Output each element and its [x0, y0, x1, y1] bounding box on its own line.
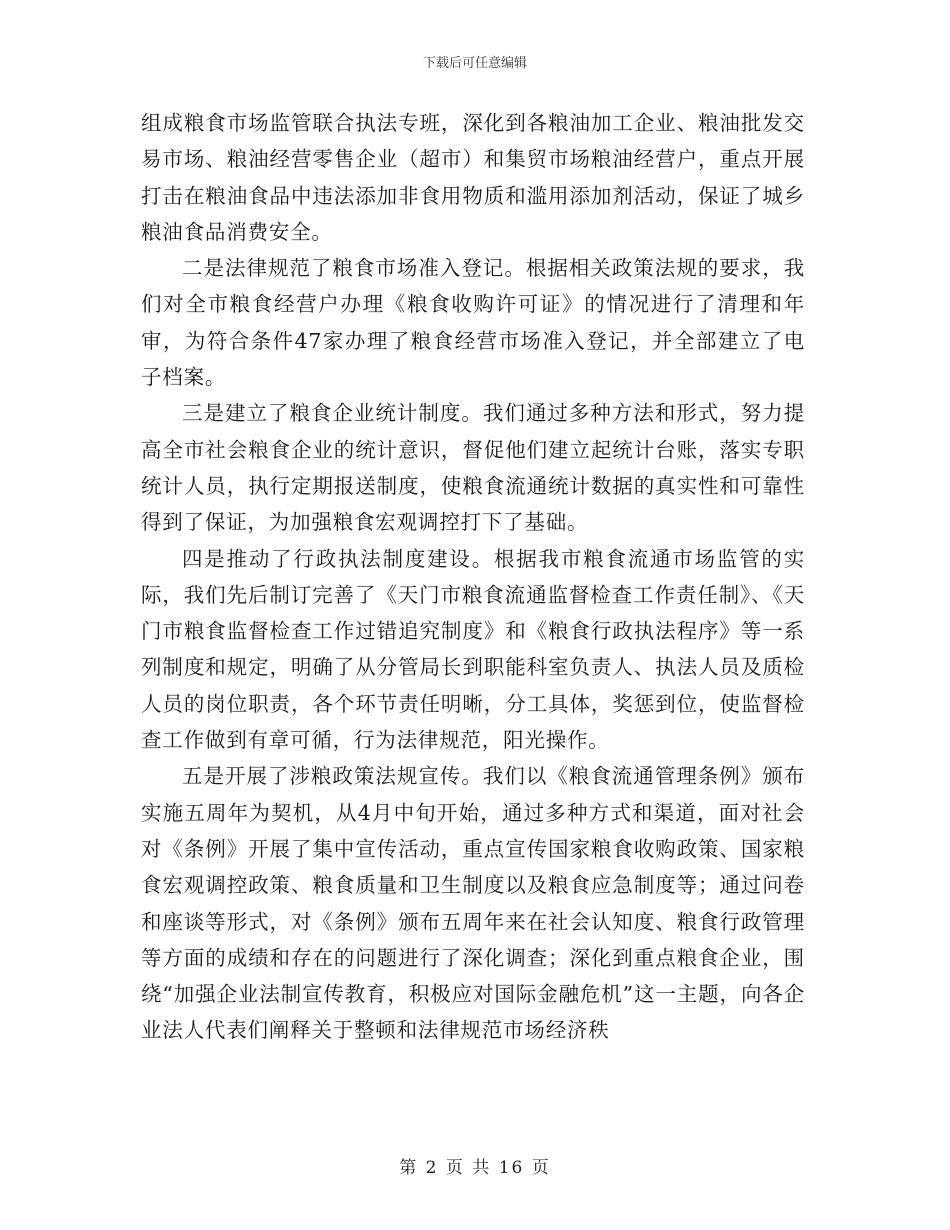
page-header-note: 下载后可任意编辑 [422, 56, 527, 71]
paragraph-policy-publicity: 五是开展了涉粮政策法规宣传。我们以《粮食流通管理条例》颁布实施五周年为契机，从4月中旬开始，通过多种方式和渠道，面对社会对《条例》开展了集中宣传活动，重点宣传国家粮食收购政策、国家粮食宏观调控政策、粮食质量和卫生制度以及粮食应急制度等；通过问卷和座谈等形式，对《条例》颁布五周年来在社会认知度、粮食行政管理等方面的成绩和存在的问题进行了深化调查；深化到重点粮食企业，围绕“加强企业法制宣传教育，积极应对国际金融危机”这一主题，向各企业法人代表们阐释关于整顿和法律规范市场经济秩 [141, 764, 805, 1043]
page-number: 第 2 页 共 16 页 [399, 1158, 551, 1178]
paragraph-statistics-system: 三是建立了粮食企业统计制度。我们通过多种方法和形式，努力提高全市社会粮食企业的统计意识，督促他们建立起统计台账，落实专职统计人员，执行定期报送制度，使粮食流通统计数据的真实性和可靠性得到了保证，为加强粮食宏观调控打下了基础。 [141, 401, 805, 535]
paragraph-continued: 组成粮食市场监管联合执法专班，深化到各粮油加工企业、粮油批发交易市场、粮油经营零售企业（超市）和集贸市场粮油经营户，重点开展打击在粮油食品中违法添加非食用物质和滥用添加剂活动，保证了城乡粮油食品消费安全。 [141, 111, 805, 244]
document-body [141, 105, 805, 1049]
paragraph-law-enforcement-system: 四是推动了行政执法制度建设。根据我市粮食流通市场监管的实际，我们先后制订完善了《天门市粮食流通监督检查工作责任制》、《天门市粮食监督检查工作过错追究制度》和《粮食行政执法程序》等一系列制度和规定，明确了从分管局长到职能科室负责人、执法人员及质检人员的岗位职责，各个环节责任明晰，分工具体，奖惩到位，使监督检查工作做到有章可循，行为法律规范，阳光操作。 [141, 546, 805, 753]
paragraph-market-registration: 二是法律规范了粮食市场准入登记。根据相关政策法规的要求，我们对全市粮食经营户办理《粮食收购许可证》的情况进行了清理和年审，为符合条件47家办理了粮食经营市场准入登记，并全部建立了电子档案。 [141, 256, 805, 390]
